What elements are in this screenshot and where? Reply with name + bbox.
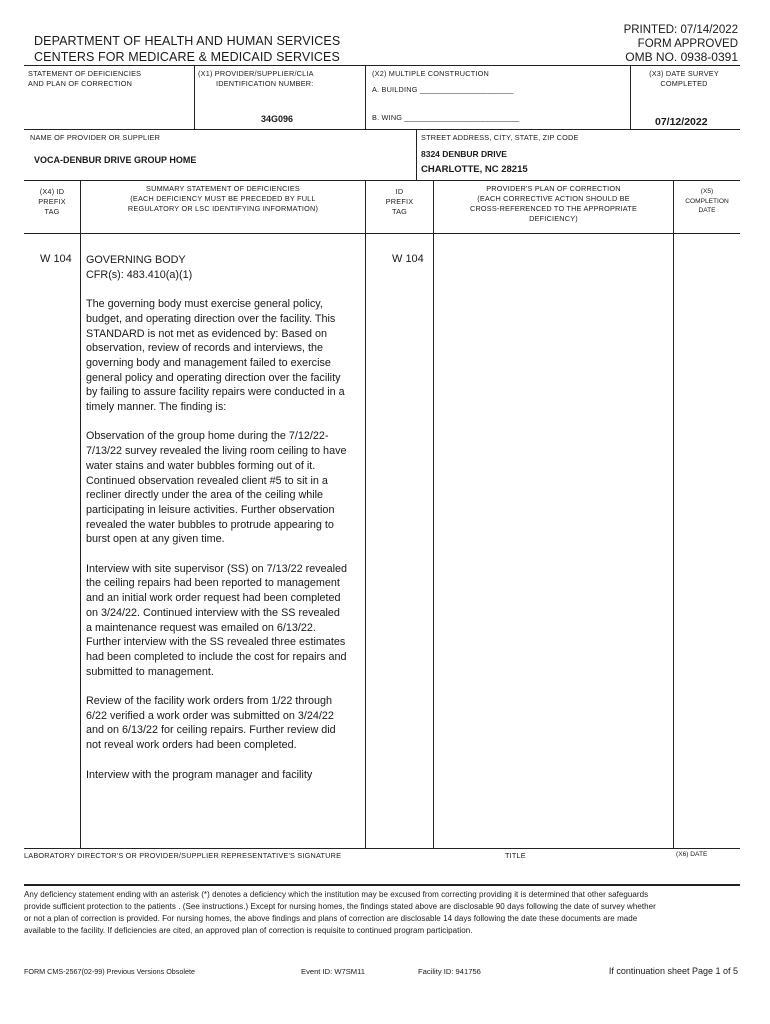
deficiency-summary — [86, 253, 348, 797]
facility-id: Facility ID: 941756 — [418, 967, 481, 976]
agency-header — [34, 33, 340, 65]
vline-x2 — [365, 65, 366, 129]
paragraph-2: Observation of the group home during the 7/12/22- 7/13/22 survey revealed the living room ceiling to have water stains and water bubbles forming out of it. Continued observation revealed client #5 to sit in a recliner directly under the area of the ceiling while participating in leisure activities. Further observation revealed the water bubbles to protrude appearing to burst open at any given time. — [86, 430, 347, 546]
event-id: Event ID: W7SM11 — [301, 967, 366, 976]
paragraph-4: Review of the facility work orders from 1/22 through 6/22 verified a work order was submitted on 3/24/22 and on 6/13/22 for ceiling repairs. Further review did not reveal work orders had been completed. — [86, 695, 336, 752]
plan-header: PROVIDER'S PLAN OF CORRECTION (EACH CORRECTIVE ACTION SHOULD BE CROSS-REFERENCED TO THE APPROPRIATE DEFICIENCY) — [469, 184, 638, 223]
rule-top — [24, 65, 740, 66]
department-name: DEPARTMENT OF HEALTH AND HUMAN SERVICES — [34, 34, 341, 48]
summary-header: SUMMARY STATEMENT OF DEFICIENCIES (EACH DEFICIENCY MUST BE PRECEDED BY FULL REGULATORY OR LSC IDENTIFYING INFORMATION) — [127, 184, 319, 213]
provider-name: VOCA-DENBUR DRIVE GROUP HOME — [34, 155, 197, 165]
page-indicator: If continuation sheet Page 1 of 5 — [608, 966, 738, 976]
rule-colheads — [24, 233, 740, 234]
rule-ids — [24, 129, 740, 130]
provider-id-number: 34G096 — [261, 114, 294, 124]
centers-name: CENTERS FOR MEDICARE & MEDICAID SERVICES — [34, 50, 340, 64]
x3-label: (X3) DATE SURVEY COMPLETED — [649, 69, 719, 88]
rule-provider — [24, 180, 740, 181]
id-header: ID PREFIX TAG — [385, 187, 414, 216]
x2-wing: B. WING ___________________________ — [372, 113, 520, 122]
vline-col2 — [365, 180, 366, 848]
x2-building: A. BUILDING ______________________ — [372, 85, 514, 94]
paragraph-3: Interview with site supervisor (SS) on 7/13/22 revealed the ceiling repairs had been reported to management and an initial work order request had been completed on 3/24/22. Continued interview with the SS revealed a maintenance request was emailed on 6/13/22. Further interview with the SS revealed three estimates had been completed to include the cost for repairs and submitted to management. — [86, 562, 348, 678]
vline-x3 — [630, 65, 631, 129]
form-approved: FORM APPROVED — [637, 37, 738, 50]
city-state-zip: CHARLOTTE, NC 28215 — [421, 164, 528, 175]
title-label: TITLE — [505, 851, 526, 860]
x4-header: (X4) ID PREFIX TAG — [38, 187, 66, 216]
rule-signature — [24, 884, 740, 886]
paragraph-5: Interview with the program manager and facility — [86, 768, 313, 781]
asterisk-disclaimer: Any deficiency statement ending with an asterisk (*) denotes a deficiency which the institution may be excused from correcting providing it is determined that other safeguards provide sufficient protection to the patients . (See instructions.) Except for nursing homes, the findings stated above are disclosable 90 days following the date of survey whether or not a plan of correction is provided. For nursing homes, the above findings and plans of correction are disclosable 14 days following the date these documents are made available to the facility. If deficiencies are cited, an approved plan of correction is requisite to continued program participation. — [24, 890, 656, 935]
date-label: (X6) DATE — [676, 851, 708, 858]
x2-title: (X2) MULTIPLE CONSTRUCTION — [372, 69, 489, 78]
signature-label: LABORATORY DIRECTOR'S OR PROVIDER/SUPPLIER REPRESENTATIVE'S SIGNATURE — [24, 851, 342, 860]
prefix-tag-right: W 104 — [392, 253, 424, 265]
prefix-tag-left: W 104 — [40, 253, 72, 265]
omb-number: OMB NO. 0938-0391 — [625, 50, 738, 64]
form-info — [624, 24, 738, 65]
vline-col4 — [673, 180, 674, 848]
vline-col3 — [433, 180, 434, 848]
vline-col1 — [80, 180, 81, 848]
deficiency-title: GOVERNING BODY — [86, 254, 186, 266]
printed-date: PRINTED: 07/14/2022 — [623, 24, 738, 36]
survey-completed-date: 07/12/2022 — [655, 116, 708, 128]
address-label: STREET ADDRESS, CITY, STATE, ZIP CODE — [421, 133, 579, 142]
x5-header: (X5) COMPLETION DATE — [685, 188, 729, 214]
paragraph-1: The governing body must exercise general policy, budget, and operating direction over the facility. This STANDARD is not met as evidenced by: Based on observation, review of records and interviews, the governing body and management failed to exercise general policy and operating direction over the facility by failing to assure facility repairs were conducted in a timely manner. The finding is: — [86, 298, 345, 414]
statement-label: STATEMENT OF DEFICIENCIES AND PLAN OF CORRECTION — [28, 69, 142, 88]
form-number: FORM CMS-2567(02-99) Previous Versions Obsolete — [24, 967, 195, 976]
provider-name-label: NAME OF PROVIDER OR SUPPLIER — [30, 133, 161, 142]
vline-x1 — [194, 65, 195, 129]
x1-label: (X1) PROVIDER/SUPPLIER/CLIA IDENTIFICATION NUMBER: — [198, 69, 314, 88]
vline-address — [416, 129, 417, 180]
cfr-reference: CFR(s): 483.410(a)(1) — [86, 268, 193, 281]
street-address: 8324 DENBUR DRIVE — [421, 149, 507, 159]
rule-body-bottom — [24, 848, 740, 849]
